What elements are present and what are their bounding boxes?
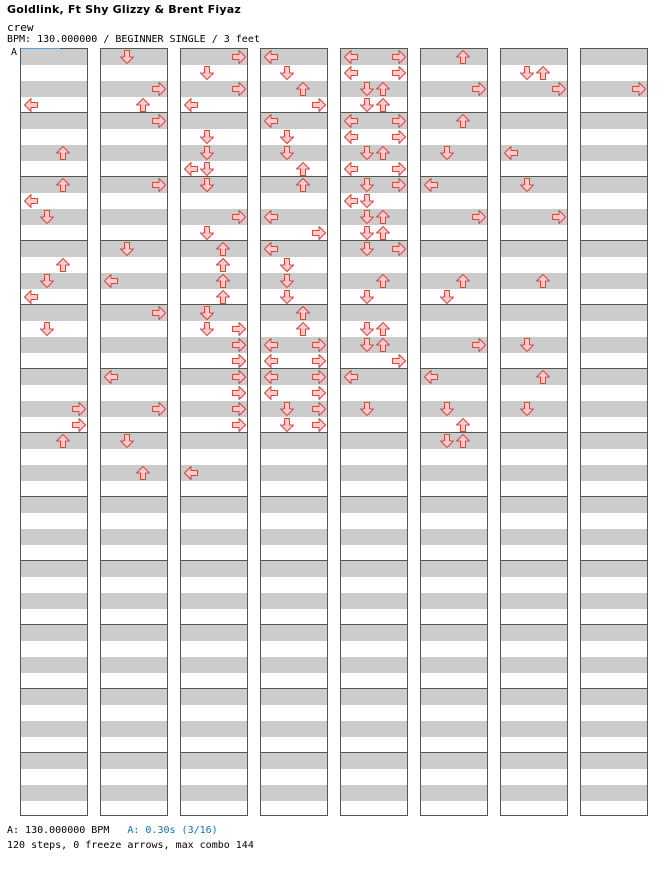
- left-arrow-icon: [263, 369, 279, 385]
- measure-line: [581, 432, 647, 433]
- right-arrow-icon: [391, 113, 407, 129]
- down-arrow-icon: [439, 433, 455, 449]
- measure-line: [501, 752, 567, 753]
- down-arrow-icon: [39, 321, 55, 337]
- up-arrow-icon: [535, 369, 551, 385]
- right-arrow-icon: [471, 209, 487, 225]
- measure-line: [181, 752, 247, 753]
- right-arrow-icon: [391, 129, 407, 145]
- measure-line: [341, 752, 407, 753]
- right-arrow-icon: [311, 353, 327, 369]
- chart-column: [500, 48, 568, 816]
- chart-column: [340, 48, 408, 816]
- up-arrow-icon: [535, 273, 551, 289]
- left-arrow-icon: [343, 49, 359, 65]
- left-arrow-icon: [23, 97, 39, 113]
- chart-column: [100, 48, 168, 816]
- right-arrow-icon: [151, 113, 167, 129]
- left-arrow-icon: [183, 465, 199, 481]
- measure-line: [501, 496, 567, 497]
- measure-line: [21, 560, 87, 561]
- down-arrow-icon: [359, 193, 375, 209]
- down-arrow-icon: [439, 289, 455, 305]
- measure-line: [261, 560, 327, 561]
- down-arrow-icon: [119, 433, 135, 449]
- measure-line: [581, 688, 647, 689]
- down-arrow-icon: [279, 417, 295, 433]
- up-arrow-icon: [135, 97, 151, 113]
- up-arrow-icon: [55, 145, 71, 161]
- right-arrow-icon: [471, 81, 487, 97]
- up-arrow-icon: [375, 321, 391, 337]
- down-arrow-icon: [359, 81, 375, 97]
- measure-line: [501, 112, 567, 113]
- down-arrow-icon: [519, 401, 535, 417]
- down-arrow-icon: [279, 257, 295, 273]
- up-arrow-icon: [215, 273, 231, 289]
- measure-line: [181, 624, 247, 625]
- down-arrow-icon: [359, 225, 375, 241]
- left-arrow-icon: [343, 193, 359, 209]
- up-arrow-icon: [55, 257, 71, 273]
- measure-line: [501, 240, 567, 241]
- up-arrow-icon: [295, 305, 311, 321]
- right-arrow-icon: [551, 209, 567, 225]
- up-arrow-icon: [455, 113, 471, 129]
- down-arrow-icon: [119, 241, 135, 257]
- measure-line: [501, 368, 567, 369]
- bpm-marker-line: [21, 48, 60, 49]
- right-arrow-icon: [391, 353, 407, 369]
- up-arrow-icon: [375, 145, 391, 161]
- left-arrow-icon: [23, 193, 39, 209]
- right-arrow-icon: [391, 65, 407, 81]
- down-arrow-icon: [359, 145, 375, 161]
- measure-line: [21, 240, 87, 241]
- measure-line: [261, 624, 327, 625]
- measure-line: [261, 688, 327, 689]
- right-arrow-icon: [71, 401, 87, 417]
- measure-line: [341, 432, 407, 433]
- footer-speed: A: 0.30s (3/16): [127, 825, 218, 836]
- left-arrow-icon: [423, 369, 439, 385]
- up-arrow-icon: [295, 321, 311, 337]
- measure-line: [581, 368, 647, 369]
- down-arrow-icon: [359, 289, 375, 305]
- down-arrow-icon: [359, 337, 375, 353]
- measure-line: [181, 688, 247, 689]
- measure-line: [21, 688, 87, 689]
- up-arrow-icon: [295, 81, 311, 97]
- measure-line: [21, 368, 87, 369]
- measure-line: [21, 176, 87, 177]
- left-arrow-icon: [263, 49, 279, 65]
- measure-line: [421, 752, 487, 753]
- measure-line: [261, 752, 327, 753]
- measure-line: [101, 496, 167, 497]
- down-arrow-icon: [359, 209, 375, 225]
- measure-line: [341, 624, 407, 625]
- left-arrow-icon: [103, 273, 119, 289]
- down-arrow-icon: [199, 65, 215, 81]
- right-arrow-icon: [391, 241, 407, 257]
- up-arrow-icon: [55, 177, 71, 193]
- up-arrow-icon: [375, 81, 391, 97]
- right-arrow-icon: [391, 161, 407, 177]
- right-arrow-icon: [231, 49, 247, 65]
- measure-line: [421, 624, 487, 625]
- down-arrow-icon: [439, 401, 455, 417]
- down-arrow-icon: [279, 401, 295, 417]
- down-arrow-icon: [279, 65, 295, 81]
- up-arrow-icon: [55, 433, 71, 449]
- measure-line: [341, 496, 407, 497]
- left-arrow-icon: [263, 241, 279, 257]
- left-arrow-icon: [343, 65, 359, 81]
- right-arrow-icon: [231, 385, 247, 401]
- up-arrow-icon: [295, 161, 311, 177]
- right-arrow-icon: [311, 369, 327, 385]
- measure-line: [581, 176, 647, 177]
- right-arrow-icon: [471, 337, 487, 353]
- left-arrow-icon: [183, 97, 199, 113]
- measure-line: [581, 496, 647, 497]
- down-arrow-icon: [199, 225, 215, 241]
- left-arrow-icon: [263, 385, 279, 401]
- down-arrow-icon: [199, 161, 215, 177]
- down-arrow-icon: [199, 129, 215, 145]
- down-arrow-icon: [39, 273, 55, 289]
- song-artist: crew: [7, 21, 34, 34]
- measure-line: [581, 560, 647, 561]
- measure-line: [261, 176, 327, 177]
- right-arrow-icon: [231, 81, 247, 97]
- measure-line: [501, 432, 567, 433]
- up-arrow-icon: [295, 177, 311, 193]
- footer-bpm-line: [7, 825, 218, 836]
- right-arrow-icon: [311, 401, 327, 417]
- right-arrow-icon: [231, 369, 247, 385]
- up-arrow-icon: [375, 337, 391, 353]
- right-arrow-icon: [231, 321, 247, 337]
- left-arrow-icon: [423, 177, 439, 193]
- up-arrow-icon: [215, 241, 231, 257]
- up-arrow-icon: [375, 97, 391, 113]
- down-arrow-icon: [519, 177, 535, 193]
- song-title: Goldlink, Ft Shy Glizzy & Brent Fiyaz: [7, 3, 241, 16]
- down-arrow-icon: [199, 145, 215, 161]
- measure-line: [581, 304, 647, 305]
- right-arrow-icon: [71, 417, 87, 433]
- measure-line: [581, 240, 647, 241]
- measure-line: [341, 560, 407, 561]
- measure-line: [101, 624, 167, 625]
- up-arrow-icon: [375, 225, 391, 241]
- right-arrow-icon: [231, 353, 247, 369]
- up-arrow-icon: [455, 49, 471, 65]
- measure-line: [101, 560, 167, 561]
- measure-line: [421, 688, 487, 689]
- right-arrow-icon: [151, 401, 167, 417]
- chart-column: [580, 48, 648, 816]
- measure-line: [581, 112, 647, 113]
- chart-column: [420, 48, 488, 816]
- right-arrow-icon: [391, 49, 407, 65]
- measure-line: [581, 624, 647, 625]
- left-arrow-icon: [23, 289, 39, 305]
- up-arrow-icon: [455, 433, 471, 449]
- up-arrow-icon: [375, 273, 391, 289]
- down-arrow-icon: [199, 321, 215, 337]
- down-arrow-icon: [359, 321, 375, 337]
- left-arrow-icon: [263, 353, 279, 369]
- down-arrow-icon: [359, 177, 375, 193]
- chart-column: [180, 48, 248, 816]
- measure-line: [421, 112, 487, 113]
- footer-stats: 120 steps, 0 freeze arrows, max combo 144: [7, 840, 254, 851]
- left-arrow-icon: [263, 113, 279, 129]
- left-arrow-icon: [343, 369, 359, 385]
- left-arrow-icon: [263, 209, 279, 225]
- left-arrow-icon: [503, 145, 519, 161]
- down-arrow-icon: [439, 145, 455, 161]
- down-arrow-icon: [199, 177, 215, 193]
- down-arrow-icon: [359, 241, 375, 257]
- up-arrow-icon: [455, 417, 471, 433]
- right-arrow-icon: [311, 225, 327, 241]
- measure-line: [581, 752, 647, 753]
- right-arrow-icon: [631, 81, 647, 97]
- measure-line: [101, 688, 167, 689]
- right-arrow-icon: [231, 337, 247, 353]
- right-arrow-icon: [551, 81, 567, 97]
- measure-line: [21, 624, 87, 625]
- right-arrow-icon: [151, 81, 167, 97]
- chart-info: BPM: 130.000000 / BEGINNER SINGLE / 3 feet: [7, 34, 260, 45]
- down-arrow-icon: [279, 145, 295, 161]
- measure-line: [501, 624, 567, 625]
- measure-line: [421, 560, 487, 561]
- measure-line: [501, 304, 567, 305]
- down-arrow-icon: [279, 273, 295, 289]
- measure-line: [261, 496, 327, 497]
- measure-line: [181, 560, 247, 561]
- measure-line: [501, 560, 567, 561]
- right-arrow-icon: [151, 177, 167, 193]
- down-arrow-icon: [359, 97, 375, 113]
- chart-column: [260, 48, 328, 816]
- right-arrow-icon: [231, 209, 247, 225]
- down-arrow-icon: [119, 49, 135, 65]
- right-arrow-icon: [231, 417, 247, 433]
- up-arrow-icon: [215, 257, 231, 273]
- right-arrow-icon: [311, 385, 327, 401]
- down-arrow-icon: [279, 289, 295, 305]
- measure-line: [101, 752, 167, 753]
- left-arrow-icon: [103, 369, 119, 385]
- footer-bpm: A: 130.000000 BPM: [7, 825, 110, 836]
- down-arrow-icon: [199, 305, 215, 321]
- measure-line: [341, 688, 407, 689]
- left-arrow-icon: [263, 337, 279, 353]
- up-arrow-icon: [455, 273, 471, 289]
- measure-line: [421, 240, 487, 241]
- measure-line: [501, 688, 567, 689]
- down-arrow-icon: [39, 209, 55, 225]
- down-arrow-icon: [359, 401, 375, 417]
- left-arrow-icon: [343, 129, 359, 145]
- up-arrow-icon: [135, 465, 151, 481]
- right-arrow-icon: [151, 305, 167, 321]
- measure-line: [21, 752, 87, 753]
- chart-column: [20, 48, 88, 816]
- right-arrow-icon: [391, 177, 407, 193]
- measure-line: [421, 496, 487, 497]
- measure-line: [21, 496, 87, 497]
- right-arrow-icon: [311, 97, 327, 113]
- up-arrow-icon: [375, 209, 391, 225]
- bpm-marker-label: A: [11, 47, 18, 58]
- down-arrow-icon: [279, 129, 295, 145]
- right-arrow-icon: [231, 401, 247, 417]
- right-arrow-icon: [311, 337, 327, 353]
- right-arrow-icon: [311, 417, 327, 433]
- down-arrow-icon: [519, 337, 535, 353]
- left-arrow-icon: [343, 161, 359, 177]
- up-arrow-icon: [215, 289, 231, 305]
- left-arrow-icon: [183, 161, 199, 177]
- down-arrow-icon: [519, 65, 535, 81]
- measure-line: [181, 496, 247, 497]
- left-arrow-icon: [343, 113, 359, 129]
- up-arrow-icon: [535, 65, 551, 81]
